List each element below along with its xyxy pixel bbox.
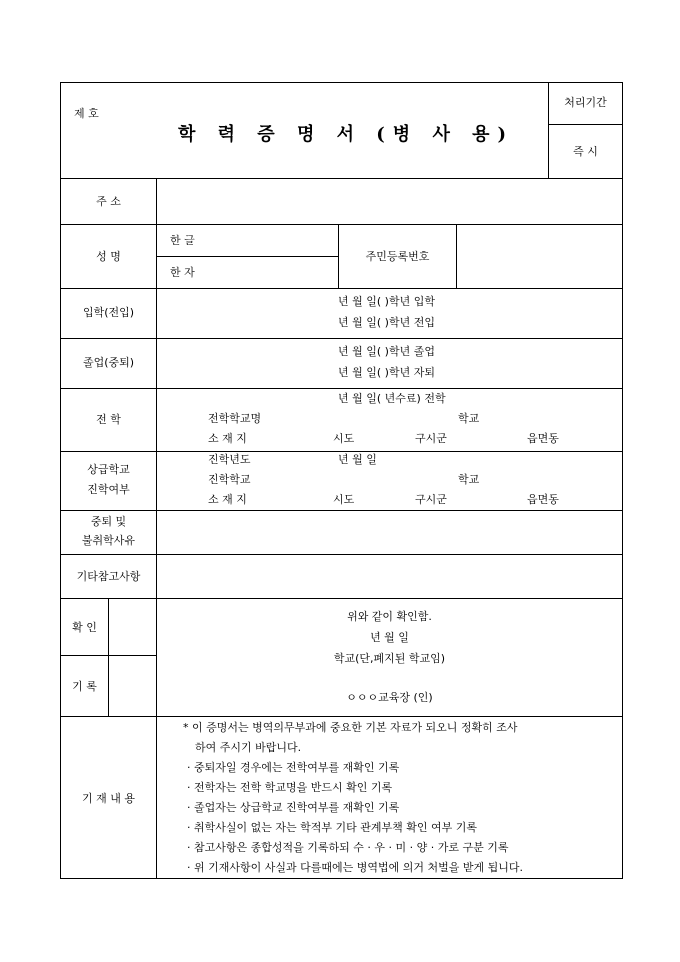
entrance-line2: 년 월 일( )학년 전입	[338, 316, 435, 329]
name-label: 성 명	[96, 250, 121, 263]
header-divider	[548, 124, 623, 125]
row-divider	[60, 388, 623, 389]
confirmation-school: 학교(단,폐지된 학교임)	[333, 652, 446, 665]
row-divider	[60, 598, 623, 599]
processing-period-label: 처리기간	[564, 96, 607, 109]
instruction-line: * 이 증명서는 병역의무부과에 중요한 기본 자료가 되오니 정확히 조사	[183, 721, 518, 734]
border-bottom	[60, 878, 623, 879]
name-divider	[156, 256, 339, 257]
instruction-line: · 졸업자는 상급학교 진학여부를 재확인 기록	[187, 801, 400, 814]
row-divider	[60, 451, 623, 452]
instruction-line: · 참고사항은 종합성적을 기록하되 수 · 우 · 미 · 양 · 가로 구분 기록	[187, 841, 509, 854]
confirmation-signer: ㅇㅇㅇ교육장 (인)	[346, 691, 433, 704]
transfer-sido: 시도	[333, 432, 355, 445]
higher-school-label-1: 상급학교	[87, 463, 130, 476]
higher-school-date: 년 월 일	[338, 453, 377, 466]
doc-number-label: 제 호	[74, 107, 99, 120]
name-hangul-field[interactable]	[200, 226, 337, 255]
higher-school-suffix: 학교	[458, 473, 480, 486]
name-hanja-label: 한 자	[170, 266, 195, 279]
instruction-line: · 중퇴자일 경우에는 전학여부를 재확인 기록	[187, 761, 400, 774]
instruction-line: · 취학사실이 없는 자는 학적부 기타 관계부책 확인 여부 기록	[187, 821, 477, 834]
transfer-gusigun: 구시군	[415, 432, 447, 445]
record-label: 기 록	[72, 680, 97, 693]
page-title: 학 력 증 명 서 (병 사 용)	[178, 124, 515, 145]
transfer-location-label: 소 재 지	[208, 432, 247, 445]
higher-school-year-label: 진학년도	[208, 453, 251, 466]
instruction-line: · 전학자는 전학 학교명을 반드시 확인 기록	[187, 781, 393, 794]
confirm-label: 확 인	[72, 621, 97, 634]
address-label: 주 소	[96, 195, 121, 208]
processing-period-value: 즉 시	[573, 145, 598, 158]
confirm-divider	[60, 655, 157, 656]
other-notes-label: 기타참고사항	[76, 570, 141, 583]
dropout-label-2: 불취학사유	[81, 534, 136, 547]
instructions-label: 기 재 내 용	[82, 792, 135, 805]
confirmation-date: 년 월 일	[370, 631, 409, 644]
higher-school-sido: 시도	[333, 493, 355, 506]
rrn-label: 주민등록번호	[365, 250, 430, 263]
name-hangul-label: 한 글	[170, 234, 195, 247]
entrance-label: 입학(전입)	[82, 306, 135, 319]
row-divider	[60, 338, 623, 339]
instruction-line: · 위 기재사항이 사실과 다를때에는 병역법에 의거 처벌을 받게 됩니다.	[187, 861, 523, 874]
confirmation-text-1: 위와 같이 확인함.	[347, 610, 432, 623]
higher-school-location-label: 소 재 지	[208, 493, 247, 506]
transfer-date-line: 년 월 일( 년수료) 전학	[338, 392, 446, 405]
border-right	[622, 82, 623, 879]
transfer-label: 전 학	[96, 413, 121, 426]
name-hanja-field[interactable]	[200, 258, 337, 287]
graduation-line1: 년 월 일( )학년 졸업	[338, 345, 435, 358]
graduation-label: 졸업(중퇴)	[82, 356, 135, 369]
higher-school-label-2: 진학여부	[87, 483, 130, 496]
other-notes-field[interactable]	[157, 555, 622, 598]
rrn-field[interactable]	[457, 225, 622, 288]
confirm-divider	[108, 598, 109, 717]
dropout-field[interactable]	[157, 511, 622, 554]
transfer-eupmyeondong: 읍면동	[527, 432, 559, 445]
address-field[interactable]	[157, 179, 622, 224]
transfer-school-label: 전학학교명	[208, 412, 262, 425]
entrance-line1: 년 월 일( )학년 입학	[338, 295, 435, 308]
row-divider	[60, 288, 623, 289]
transfer-school-suffix: 학교	[458, 412, 480, 425]
border-top	[60, 82, 623, 83]
higher-school-gusigun: 구시군	[415, 493, 447, 506]
instruction-line: 하여 주시기 바랍니다.	[195, 741, 302, 754]
dropout-label-1: 중퇴 및	[90, 515, 127, 528]
higher-school-eupmyeondong: 읍면동	[527, 493, 559, 506]
row-divider	[60, 716, 623, 717]
graduation-line2: 년 월 일( )학년 자퇴	[338, 366, 435, 379]
higher-school-name-label: 진학학교	[208, 473, 251, 486]
